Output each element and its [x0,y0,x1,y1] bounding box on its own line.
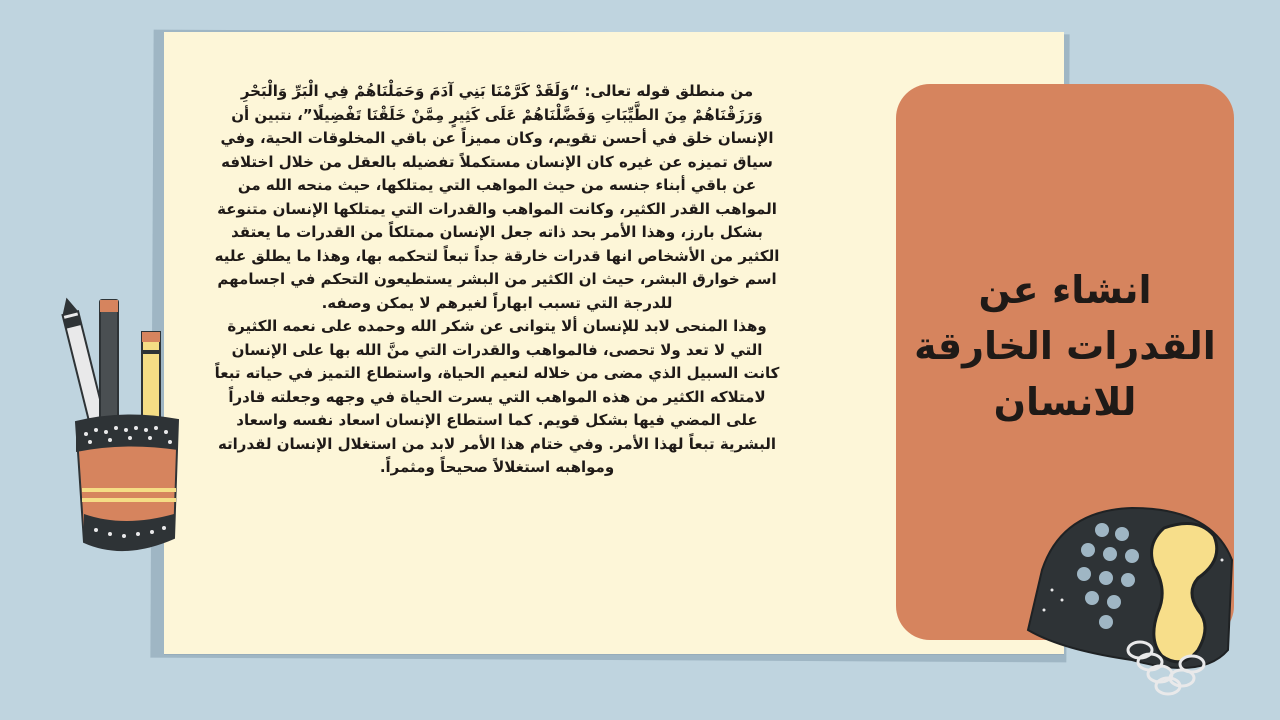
title-line: القدرات الخارقة [914,324,1216,368]
title-line: للانسان [993,380,1137,424]
pencil-cup-icon [54,292,194,562]
telephone-icon [1022,500,1242,710]
page-title [896,262,1234,430]
essay-body [212,80,782,480]
essay-paragraph: من منطلق قوله تعالى: “وَلَقَدْ كَرَّمْنَا بَنِي آدَمَ وَحَمَلْنَاهُمْ فِي الْبَرِّ وَالْبَحْرِ وَرَزَقْنَاهُمْ مِنَ الطَّيِّبَاتِ وَفَضَّلْنَاهُمْ عَلَى كَثِيرٍ مِمَّنْ خَلَقْنَا تَفْضِيلًا”، نتبين أن الإنسان خلق في أحسن تقويم، وكان مميزاً عن باقي المخلوقات الحية، وفي سياق تميزه عن غيره كان الإنسان مستكملاً تفضيله بالعقل من خلال اختلافه عن باقي أبناء جنسه من حيث المواهب التي يمتلكها، حيث منحه الله من المواهب القدر الكثير، وكانت المواهب والقدرات التي يمتلكها الإنسان متنوعة بشكل بارز، وهذا الأمر بحد ذاته جعل الإنسان ممتلكاً من القدرات ما يعتقد الكثير من الأشخاص انها قدرات خارقة جداً تبعاً لتحكمه بها، وهذا ما يطلق عليه اسم خوارق البشر، حيث ان الكثير من البشر يستطيعون التحكم في اجسامهم للدرجة التي تسبب ابهاراً لغيرهم لا يمكن وصفه. [214,82,780,312]
title-line: انشاء عن [978,268,1152,312]
essay-paragraph: وهذا المنحى لابد للإنسان ألا يتوانى عن شكر الله وحمده على نعمه الكثيرة التي لا تعد ولا تحصى، فالمواهب والقدرات التي منَّ الله بها على الإنسان كانت السبيل الذي مضى من خلاله لنعيم الحياة، واستطاع التميز في حياته تبعاً لامتلاكه الكثير من هذه المواهب التي يسرت الحياة في وجهه وجعلته قادراً على المضي فيها بشكل قويم. كما استطاع الإنسان اسعاد نفسه واسعاد البشرية تبعاً لهذا الأمر. وفي ختام هذا الأمر لابد من استغلال الإنسان لقدراته ومواهبه استغلالاً صحيحاً ومثمراً. [214,317,780,476]
